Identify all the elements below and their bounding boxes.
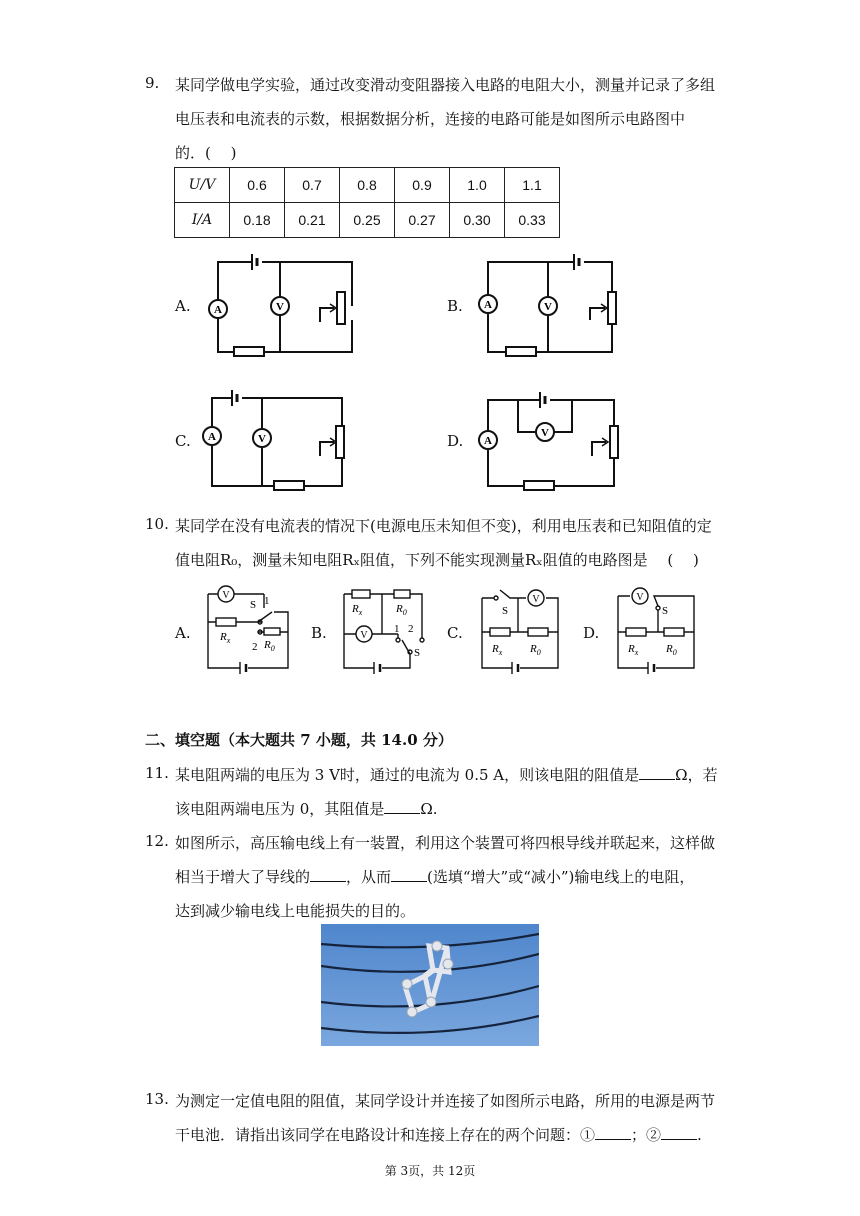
section-heading: 二、填空题（本大题共 7 小题，共 14.0 分） xyxy=(145,731,453,749)
r0-label: R xyxy=(530,643,537,655)
rx-label: R xyxy=(220,631,227,643)
q13-line2 xyxy=(175,1124,702,1145)
q9-option-a-label: A. xyxy=(175,297,191,315)
q13-text-c: . xyxy=(697,1126,702,1144)
rx-subscript: x xyxy=(358,608,363,617)
q9-circuit-b-diagram xyxy=(472,252,642,362)
svg-text:Rx xyxy=(491,643,503,657)
answer-blank[interactable] xyxy=(595,1139,631,1140)
q10-option-b-label: B. xyxy=(311,624,327,642)
switch-label: S xyxy=(662,605,669,617)
svg-text:Rx xyxy=(219,631,231,645)
svg-text:R0 xyxy=(395,603,407,617)
voltmeter-label: V xyxy=(258,433,266,445)
q10-circuit-b-diagram xyxy=(338,584,430,676)
table-cell: 0.33 xyxy=(505,203,560,238)
q12-line2 xyxy=(175,866,694,887)
q12-line1: 如图所示，高压输电线上有一装置，利用这个装置可将四根导线并联起来，这样做 xyxy=(175,834,716,852)
q11-text-c: 该电阻两端电压为 0，其阻值是 xyxy=(175,800,385,818)
table-cell: 0.30 xyxy=(450,203,505,238)
q9-circuit-a-diagram xyxy=(200,252,370,362)
table-cell: 0.27 xyxy=(395,203,450,238)
rx-subscript: x xyxy=(634,648,639,657)
svg-text:Rx xyxy=(351,603,363,617)
q10-option-d-label: D. xyxy=(583,624,600,642)
q11-text-a: 某电阻两端的电压为 3 V时，通过的电流为 0.5 A，则该电阻的阻值是 xyxy=(175,766,640,784)
answer-blank[interactable] xyxy=(391,881,427,882)
svg-text:R0 xyxy=(263,639,275,653)
q10-number: 10. xyxy=(145,515,169,533)
q12-text-b: ，从而 xyxy=(346,868,392,886)
table-cell: 0.25 xyxy=(340,203,395,238)
q12-line3: 达到减少输电线上电能损失的目的。 xyxy=(175,902,416,920)
answer-blank[interactable] xyxy=(661,1139,697,1140)
q11-line1 xyxy=(175,764,718,785)
r0-label: R xyxy=(666,643,673,655)
voltmeter-label: V xyxy=(532,594,540,605)
q10-line1: 某同学在没有电流表的情况下(电源电压未知但不变)，利用电压表和已知阻值的定 xyxy=(175,517,712,535)
q9-option-b-label: B. xyxy=(447,297,463,315)
answer-blank[interactable] xyxy=(310,881,346,882)
voltmeter-label: V xyxy=(636,592,644,603)
rx-label: R xyxy=(492,643,499,655)
table-cell: 1.0 xyxy=(450,168,505,203)
r0-subscript: 0 xyxy=(672,648,677,657)
voltmeter-label: V xyxy=(276,301,284,313)
rx-subscript: x xyxy=(226,636,231,645)
q10-option-a-label: A. xyxy=(175,624,191,642)
voltmeter-label: V xyxy=(222,590,230,601)
q10-circuit-c-diagram xyxy=(474,584,566,676)
power-line-spacer-photo xyxy=(321,924,539,1046)
terminal-2-label: 2 xyxy=(252,641,258,653)
q13-line1: 为测定一定值电阻的阻值，某同学设计并连接了如图所示电路，所用的电源是两节 xyxy=(175,1092,716,1110)
answer-blank[interactable] xyxy=(639,779,675,780)
q9-circuit-c-diagram xyxy=(198,386,368,496)
table-cell: 0.21 xyxy=(285,203,340,238)
voltmeter-label: V xyxy=(541,427,549,439)
r0-subscript: 0 xyxy=(270,644,275,653)
r0-subscript: 0 xyxy=(536,648,541,657)
table-cell: 0.6 xyxy=(230,168,285,203)
rx-subscript: x xyxy=(498,648,503,657)
q11-number: 11. xyxy=(145,764,169,782)
q9-option-d-label: D. xyxy=(447,432,464,450)
voltmeter-label: V xyxy=(360,630,368,641)
answer-blank[interactable] xyxy=(384,813,420,814)
table-row xyxy=(175,168,560,203)
q9-circuit-d-diagram xyxy=(478,386,648,496)
q9-line2: 电压表和电流表的示数，根据数据分析，连接的电路可能是如图所示电路图中 xyxy=(175,110,686,128)
r0-label: R xyxy=(396,603,403,615)
svg-text:Rx xyxy=(627,643,639,657)
q9-data-table xyxy=(174,167,560,238)
rx-label: R xyxy=(352,603,359,615)
q12-number: 12. xyxy=(145,832,169,850)
q12-text-a: 相当于增大了导线的 xyxy=(175,868,311,886)
r0-subscript: 0 xyxy=(402,608,407,617)
rx-label: R xyxy=(628,643,635,655)
terminal-2-label: 2 xyxy=(408,623,414,635)
r0-label: R xyxy=(264,639,271,651)
ammeter-label: A xyxy=(484,435,492,447)
terminal-1-label: 1 xyxy=(264,595,270,607)
table-cell: 0.7 xyxy=(285,168,340,203)
q9-line3: 的．( ) xyxy=(175,144,237,162)
ammeter-label: A xyxy=(208,431,216,443)
q10-option-c-label: C. xyxy=(447,624,463,642)
table-cell: U/V xyxy=(175,168,230,203)
table-cell: I/A xyxy=(175,203,230,238)
svg-text:R0 xyxy=(529,643,541,657)
ammeter-label: A xyxy=(484,299,492,311)
q9-line1: 某同学做电学实验，通过改变滑动变阻器接入电路的电阻大小，测量并记录了多组 xyxy=(175,76,716,94)
q10-circuit-a-diagram xyxy=(202,584,294,676)
q9-number: 9. xyxy=(145,74,160,92)
switch-label: S xyxy=(250,599,257,611)
q11-text-b: Ω，若 xyxy=(675,766,718,784)
q9-option-c-label: C. xyxy=(175,432,191,450)
q10-circuit-d-diagram xyxy=(610,584,702,676)
table-row xyxy=(175,203,560,238)
table-cell: 0.18 xyxy=(230,203,285,238)
table-cell: 0.8 xyxy=(340,168,395,203)
table-cell: 0.9 xyxy=(395,168,450,203)
q10-line2: 值电阻R₀，测量未知电阻Rₓ阻值，下列不能实现测量Rₓ阻值的电路图是 ( ) xyxy=(175,551,699,569)
q11-line2 xyxy=(175,798,438,819)
q12-text-c: (选填“增大”或“减小”)输电线上的电阻， xyxy=(427,868,695,886)
q13-text-a: 干电池．请指出该同学在电路设计和连接上存在的两个问题：① xyxy=(175,1126,596,1144)
q13-number: 13. xyxy=(145,1090,169,1108)
q13-text-b: ；② xyxy=(631,1126,662,1144)
table-cell: 1.1 xyxy=(505,168,560,203)
ammeter-label: A xyxy=(214,304,222,316)
page-footer: 第 3页，共 12页 xyxy=(384,1164,476,1178)
voltmeter-label: V xyxy=(544,301,552,313)
switch-label: S xyxy=(502,605,509,617)
terminal-1-label: 1 xyxy=(394,623,400,635)
svg-text:R0 xyxy=(665,643,677,657)
switch-label: S xyxy=(414,647,421,659)
q11-text-d: Ω. xyxy=(420,800,438,818)
